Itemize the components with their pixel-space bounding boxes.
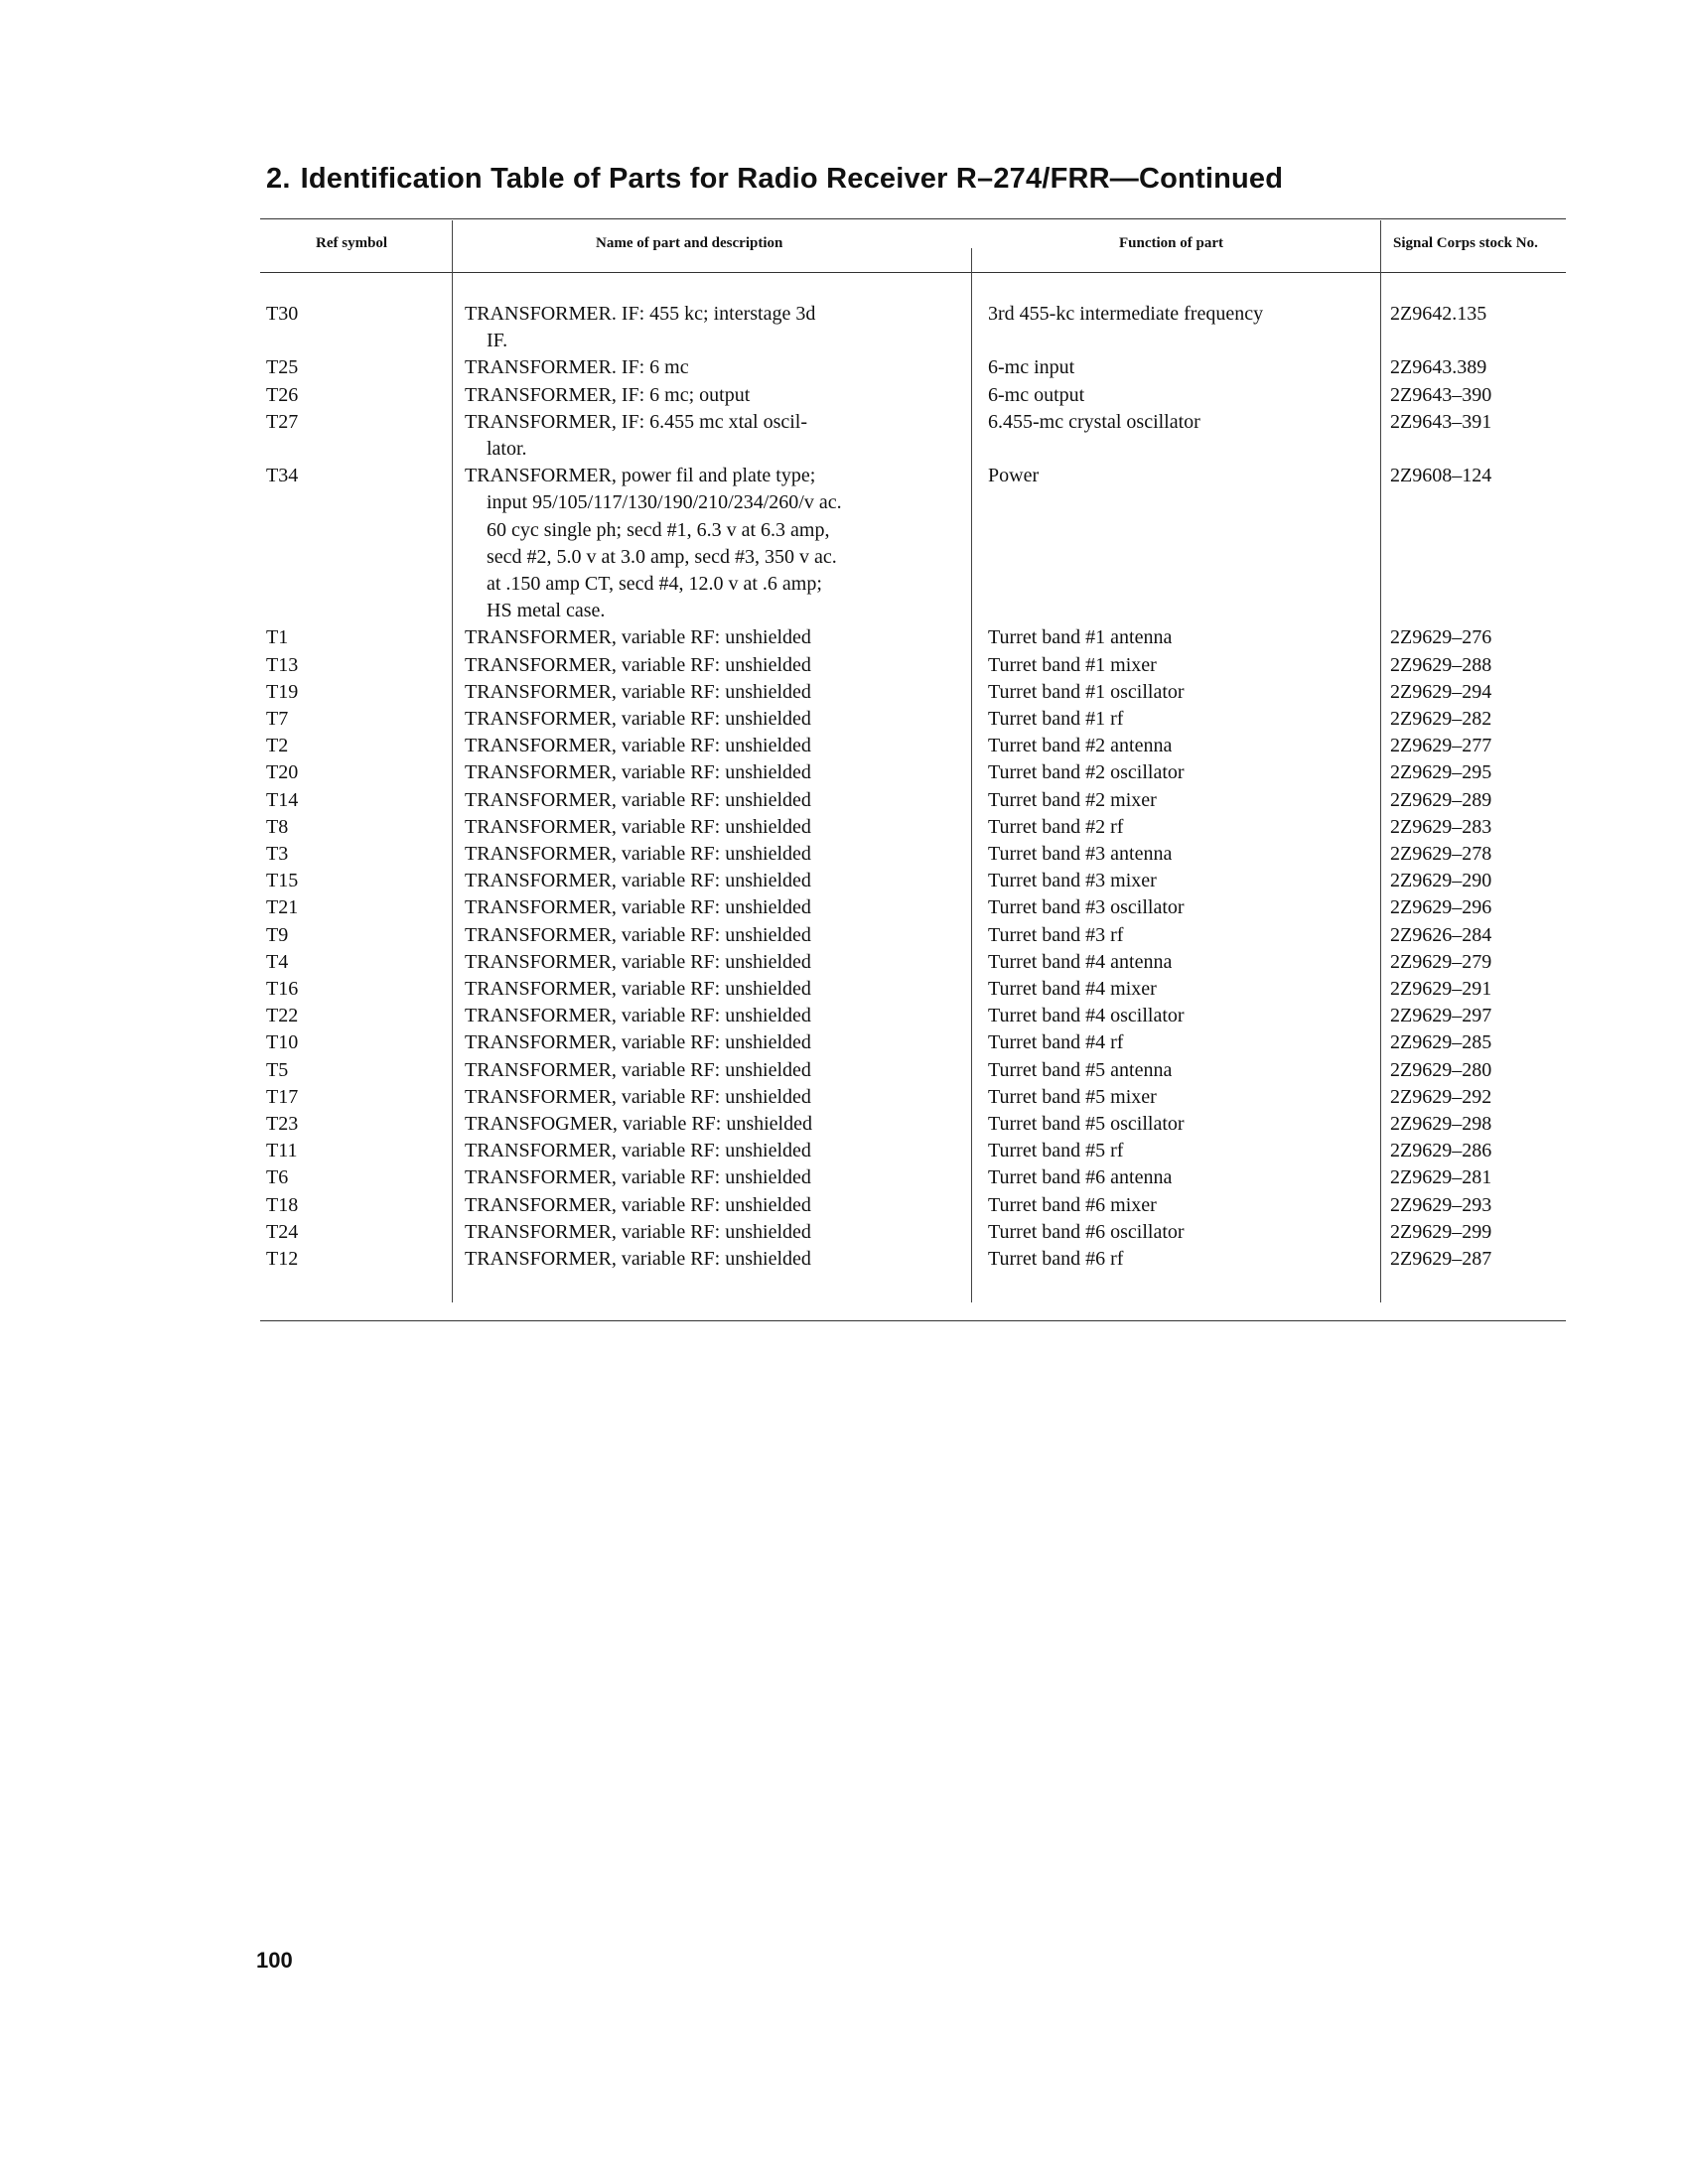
part-name: TRANSFORMER, variable RF: unshielded — [465, 1193, 811, 1216]
stock-number: 2Z9629–297 — [1390, 1005, 1492, 1027]
stock-number: 2Z9629–285 — [1390, 1031, 1492, 1054]
part-function: 6-mc input — [988, 356, 1075, 379]
part-name-continued: at .150 amp CT, secd #4, 12.0 v at .6 amp; — [487, 572, 822, 595]
ref-symbol: T4 — [266, 950, 289, 973]
part-name: TRANSFORMER, variable RF: unshielded — [465, 1005, 811, 1027]
part-function: Turret band #1 rf — [988, 708, 1124, 730]
part-function: Turret band #5 rf — [988, 1140, 1124, 1162]
ref-symbol: T22 — [266, 1005, 299, 1027]
part-name: TRANSFORMER, variable RF: unshielded — [465, 1085, 811, 1108]
ref-symbol: T15 — [266, 870, 299, 892]
part-name: TRANSFORMER, power fil and plate type; — [465, 465, 816, 487]
stock-number: 2Z9629–299 — [1390, 1220, 1492, 1243]
part-name: TRANSFORMER, IF: 6 mc; output — [465, 383, 751, 406]
part-name: TRANSFORMER, variable RF: unshielded — [465, 815, 811, 838]
ref-symbol: T25 — [266, 356, 299, 379]
ref-symbol: T21 — [266, 896, 299, 919]
table-header-rule — [260, 272, 1566, 273]
part-name: TRANSFORMER, variable RF: unshielded — [465, 788, 811, 811]
part-name-continued: lator. — [487, 437, 527, 460]
part-function: Turret band #5 mixer — [988, 1085, 1157, 1108]
part-name: TRANSFORMER, variable RF: unshielded — [465, 735, 811, 757]
part-name-continued: HS metal case. — [487, 600, 606, 622]
part-function: Turret band #4 antenna — [988, 950, 1173, 973]
ref-symbol: T23 — [266, 1113, 299, 1135]
page-number: 100 — [256, 1948, 293, 1973]
ref-symbol: T1 — [266, 626, 289, 649]
stock-number: 2Z9643–390 — [1390, 383, 1492, 406]
part-function: Turret band #1 mixer — [988, 653, 1157, 676]
stock-number: 2Z9629–290 — [1390, 870, 1492, 892]
part-function: Turret band #3 rf — [988, 923, 1124, 946]
stock-number: 2Z9629–298 — [1390, 1113, 1492, 1135]
stock-number: 2Z9629–295 — [1390, 761, 1492, 784]
header-function: Function of part — [1119, 235, 1223, 251]
table-top-rule — [260, 218, 1566, 219]
stock-number: 2Z9626–284 — [1390, 923, 1492, 946]
part-name: TRANSFORMER, variable RF: unshielded — [465, 870, 811, 892]
header-stock-number: Signal Corps stock No. — [1393, 235, 1538, 251]
column-divider-name-function — [971, 248, 972, 1302]
column-divider-ref-name — [452, 220, 453, 1302]
part-name: TRANSFORMER, variable RF: unshielded — [465, 978, 811, 1000]
part-function: Turret band #2 oscillator — [988, 761, 1185, 784]
table-bottom-rule — [260, 1320, 1566, 1321]
stock-number: 2Z9629–282 — [1390, 708, 1492, 730]
part-name-continued: secd #2, 5.0 v at 3.0 amp, secd #3, 350 v ac. — [487, 545, 837, 568]
ref-symbol: T14 — [266, 788, 299, 811]
part-name: TRANSFORMER, variable RF: unshielded — [465, 1248, 811, 1270]
part-function: Turret band #6 antenna — [988, 1166, 1173, 1189]
stock-number: 2Z9642.135 — [1390, 303, 1487, 325]
stock-number: 2Z9629–292 — [1390, 1085, 1492, 1108]
part-function: Turret band #4 oscillator — [988, 1005, 1185, 1027]
part-function: Turret band #6 rf — [988, 1248, 1124, 1270]
part-function: Turret band #6 mixer — [988, 1193, 1157, 1216]
section-title: Identification Table of Parts for Radio Receiver R–274/FRR—Continued — [300, 163, 1284, 195]
part-function: Turret band #4 mixer — [988, 978, 1157, 1000]
ref-symbol: T20 — [266, 761, 299, 784]
stock-number: 2Z9629–283 — [1390, 815, 1492, 838]
part-function: Turret band #1 antenna — [988, 626, 1173, 649]
ref-symbol: T17 — [266, 1085, 299, 1108]
stock-number: 2Z9629–279 — [1390, 950, 1492, 973]
part-function: 6-mc output — [988, 383, 1085, 406]
stock-number: 2Z9629–293 — [1390, 1193, 1492, 1216]
part-name: TRANSFORMER, variable RF: unshielded — [465, 1166, 811, 1189]
part-function: Turret band #5 oscillator — [988, 1113, 1185, 1135]
part-name: TRANSFORMER, variable RF: unshielded — [465, 1140, 811, 1162]
ref-symbol: T9 — [266, 923, 289, 946]
part-name: TRANSFORMER, variable RF: unshielded — [465, 761, 811, 784]
stock-number: 2Z9629–291 — [1390, 978, 1492, 1000]
stock-number: 2Z9629–294 — [1390, 680, 1492, 703]
ref-symbol: T30 — [266, 303, 299, 325]
part-name: TRANSFORMER, variable RF: unshielded — [465, 653, 811, 676]
section-number: 2. — [266, 163, 291, 195]
part-name: TRANSFORMER, variable RF: unshielded — [465, 1031, 811, 1054]
ref-symbol: T34 — [266, 465, 299, 487]
stock-number: 2Z9629–276 — [1390, 626, 1492, 649]
ref-symbol: T24 — [266, 1220, 299, 1243]
ref-symbol: T10 — [266, 1031, 299, 1054]
header-ref-symbol: Ref symbol — [316, 235, 388, 251]
part-function: Turret band #2 rf — [988, 815, 1124, 838]
ref-symbol: T18 — [266, 1193, 299, 1216]
part-name: TRANSFORMER, variable RF: unshielded — [465, 708, 811, 730]
column-divider-function-stock — [1380, 220, 1381, 1302]
part-name: TRANSFORMER. IF: 6 mc — [465, 356, 689, 379]
stock-number: 2Z9629–277 — [1390, 735, 1492, 757]
part-function: Turret band #5 antenna — [988, 1058, 1173, 1081]
stock-number: 2Z9643–391 — [1390, 410, 1492, 433]
ref-symbol: T11 — [266, 1140, 298, 1162]
part-function: Turret band #4 rf — [988, 1031, 1124, 1054]
ref-symbol: T3 — [266, 843, 289, 865]
stock-number: 2Z9629–287 — [1390, 1248, 1492, 1270]
part-function: Turret band #3 antenna — [988, 843, 1173, 865]
ref-symbol: T26 — [266, 383, 299, 406]
part-name: TRANSFORMER, variable RF: unshielded — [465, 923, 811, 946]
part-function: Turret band #2 mixer — [988, 788, 1157, 811]
ref-symbol: T27 — [266, 410, 299, 433]
page-title — [266, 163, 1283, 196]
ref-symbol: T16 — [266, 978, 299, 1000]
part-name: TRANSFORMER, variable RF: unshielded — [465, 896, 811, 919]
part-name: TRANSFORMER, variable RF: unshielded — [465, 1220, 811, 1243]
part-function: Turret band #3 mixer — [988, 870, 1157, 892]
header-name: Name of part and description — [596, 235, 783, 251]
ref-symbol: T5 — [266, 1058, 289, 1081]
part-name-continued: 60 cyc single ph; secd #1, 6.3 v at 6.3 amp, — [487, 518, 830, 541]
part-name: TRANSFORMER, variable RF: unshielded — [465, 950, 811, 973]
part-function: 3rd 455-kc intermediate frequency — [988, 303, 1264, 325]
part-name-continued: input 95/105/117/130/190/210/234/260/v ac. — [487, 491, 842, 514]
stock-number: 2Z9629–289 — [1390, 788, 1492, 811]
stock-number: 2Z9629–286 — [1390, 1140, 1492, 1162]
part-function: Power — [988, 465, 1040, 487]
ref-symbol: T13 — [266, 653, 299, 676]
ref-symbol: T8 — [266, 815, 289, 838]
part-name: TRANSFORMER. IF: 455 kc; interstage 3d — [465, 303, 816, 325]
stock-number: 2Z9629–296 — [1390, 896, 1492, 919]
part-function: 6.455-mc crystal oscillator — [988, 410, 1200, 433]
ref-symbol: T6 — [266, 1166, 289, 1189]
part-function: Turret band #3 oscillator — [988, 896, 1185, 919]
ref-symbol: T12 — [266, 1248, 299, 1270]
stock-number: 2Z9608–124 — [1390, 465, 1492, 487]
part-function: Turret band #2 antenna — [988, 735, 1173, 757]
part-name: TRANSFOGMER, variable RF: unshielded — [465, 1113, 812, 1135]
part-name: TRANSFORMER, variable RF: unshielded — [465, 626, 811, 649]
part-function: Turret band #1 oscillator — [988, 680, 1185, 703]
stock-number: 2Z9629–280 — [1390, 1058, 1492, 1081]
part-name: TRANSFORMER, variable RF: unshielded — [465, 680, 811, 703]
stock-number: 2Z9629–288 — [1390, 653, 1492, 676]
part-function: Turret band #6 oscillator — [988, 1220, 1185, 1243]
part-name: TRANSFORMER, variable RF: unshielded — [465, 843, 811, 865]
stock-number: 2Z9629–281 — [1390, 1166, 1492, 1189]
part-name-continued: IF. — [487, 330, 508, 352]
stock-number: 2Z9643.389 — [1390, 356, 1487, 379]
part-name: TRANSFORMER, IF: 6.455 mc xtal oscil- — [465, 410, 808, 433]
ref-symbol: T7 — [266, 708, 289, 730]
ref-symbol: T2 — [266, 735, 289, 757]
ref-symbol: T19 — [266, 680, 299, 703]
stock-number: 2Z9629–278 — [1390, 843, 1492, 865]
part-name: TRANSFORMER, variable RF: unshielded — [465, 1058, 811, 1081]
